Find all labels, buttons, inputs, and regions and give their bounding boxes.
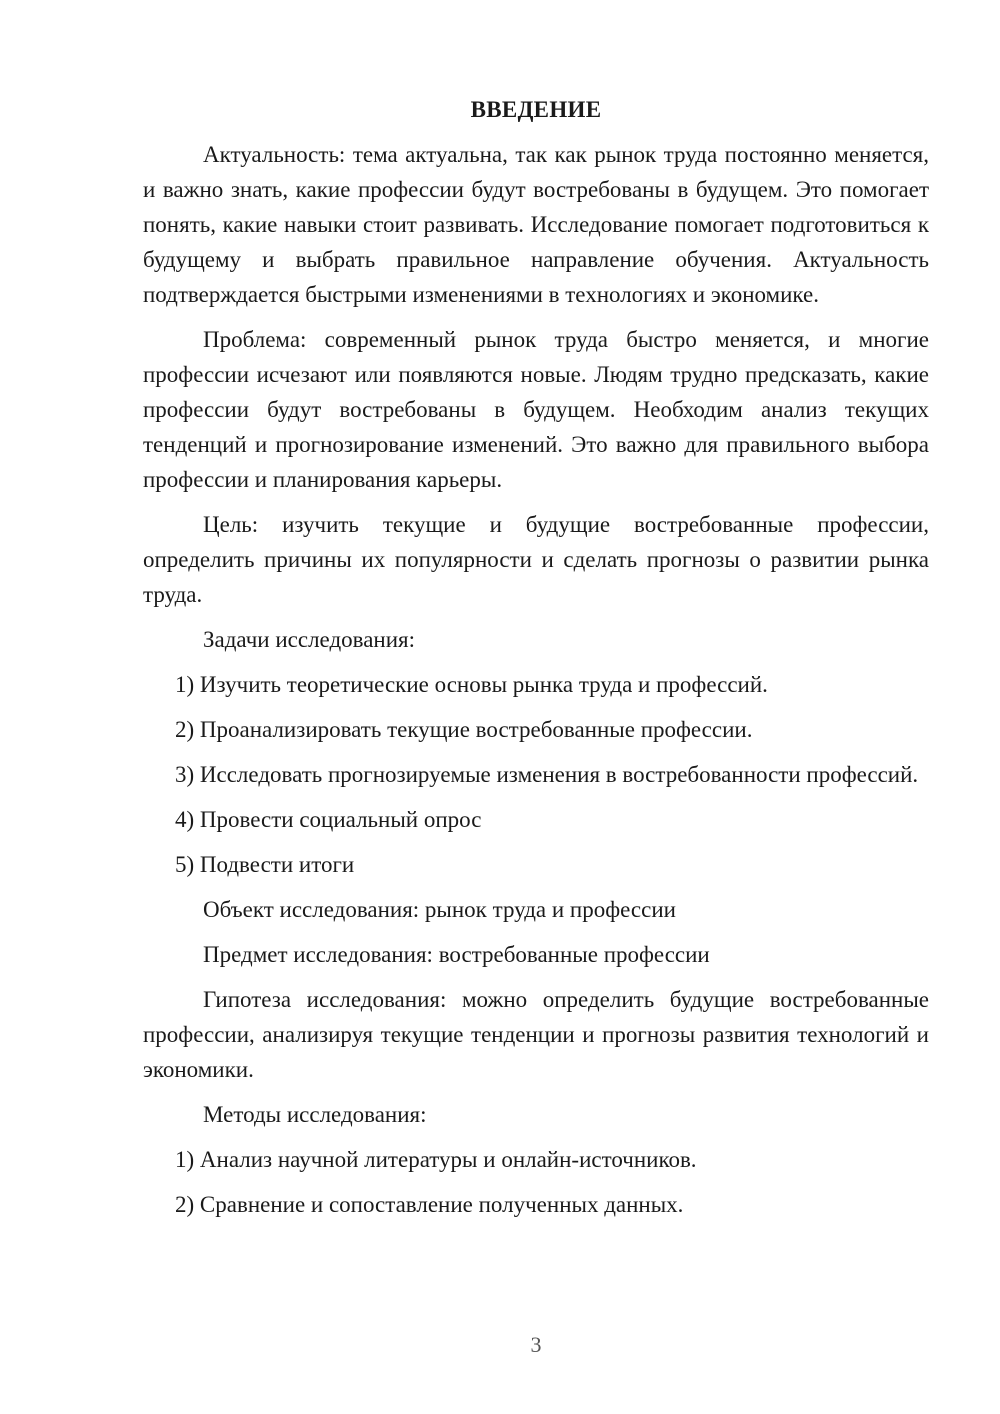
task-item-1: 1) Изучить теоретические основы рынка труда и профессий. [175, 672, 768, 697]
problem-paragraph: Проблема: современный рынок труда быстро меняется, и многие профессии исчезают или появляются новые. Людям трудно предсказать, какие профессии будут востребованы в будущем. Необходим анализ текущих тенденций и прогнозирование изменений. Это важно для правильного выбора профессии и планирования карьеры. [143, 327, 929, 492]
task-item-4: 4) Провести социальный опрос [175, 807, 482, 832]
section-heading: ВВЕДЕНИЕ [470, 97, 602, 122]
page-number: 3 [530, 1332, 542, 1357]
research-object: Объект исследования: рынок труда и профессии [203, 897, 676, 922]
task-item-5: 5) Подвести итоги [175, 852, 355, 877]
method-item-1: 1) Анализ научной литературы и онлайн-источников. [175, 1147, 697, 1172]
tasks-title: Задачи исследования: [203, 627, 416, 652]
goal-paragraph: Цель: изучить текущие и будущие востребованные профессии, определить причины их популярности и сделать прогнозы о развитии рынка труда. [143, 512, 929, 607]
task-item-3: 3) Исследовать прогнозируемые изменения в востребованности профессий. [175, 762, 919, 787]
research-subject: Предмет исследования: востребованные профессии [203, 942, 710, 967]
method-item-2: 2) Сравнение и сопоставление полученных данных. [175, 1192, 684, 1217]
document-page [143, 92, 929, 1232]
methods-title: Методы исследования: [203, 1102, 427, 1127]
task-item-2: 2) Проанализировать текущие востребованные профессии. [175, 717, 753, 742]
hypothesis-paragraph: Гипотеза исследования: можно определить будущие востребованные профессии, анализируя текущие тенденции и прогнозы развития технологий и экономики. [143, 987, 929, 1082]
relevance-paragraph: Актуальность: тема актуальна, так как рынок труда постоянно меняется, и важно знать, какие профессии будут востребованы в будущем. Это помогает понять, какие навыки стоит развивать. Исследование помогает подготовиться к будущему и выбрать правильное направление обучения. Актуальность подтверждается быстрыми изменениями в технологиях и экономике. [143, 142, 929, 307]
